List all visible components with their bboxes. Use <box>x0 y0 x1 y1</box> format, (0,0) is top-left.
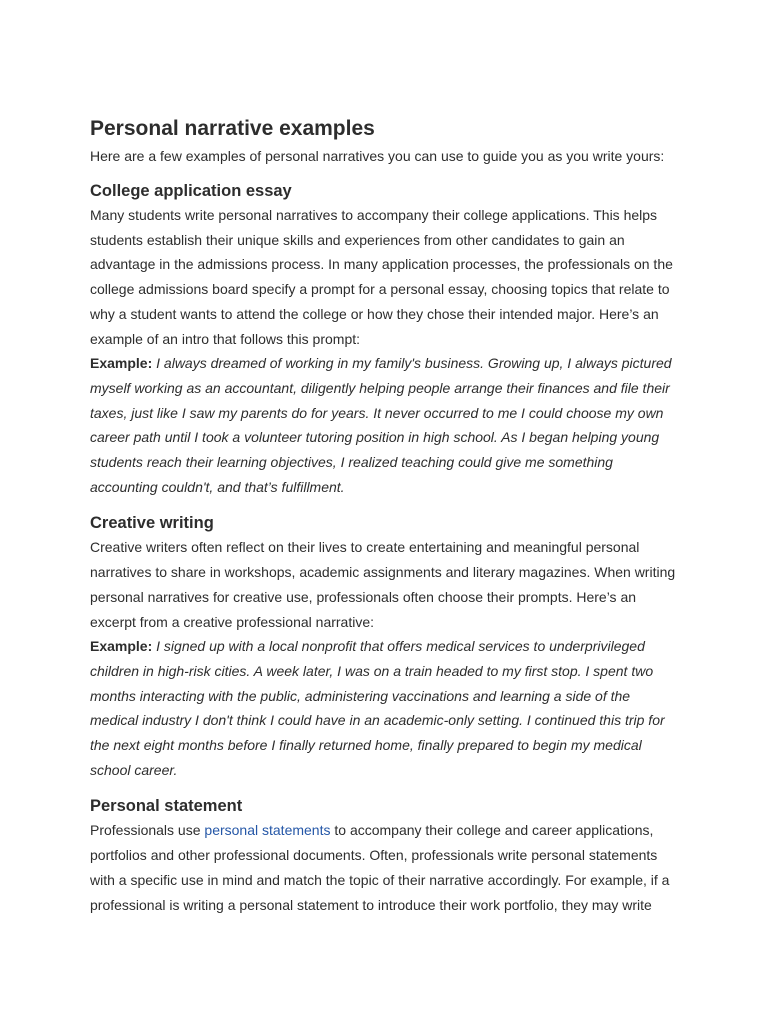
personal-statements-link[interactable]: personal statements <box>204 822 331 839</box>
section-personal-statement <box>90 794 680 917</box>
section-body <box>90 818 680 917</box>
example-text: I signed up with a local nonprofit that offers medical services to underprivileged children in high-risk cities. A week later, I was on a train headed to my first stop. I spent two months interacting with the public, administering vaccinations and learning a side of the medical industry I don't think I could have in an academic-only setting. I continued this trip for the next eight months before I finally returned home, finally prepared to begin my medical school career. <box>90 638 665 778</box>
section-college-application <box>90 179 680 499</box>
body-text-after-link: to accompany their college and career applications, portfolios and other professional documents. Often, professionals write personal statements with a specific use in mind and match the topic of their narrative accordingly. For example, if a professional is writing a personal statement to introduce their work portfolio, they may write <box>90 822 670 913</box>
section-body: Many students write personal narratives to accompany their college applications. This helps students establish their unique skills and experiences from other candidates to gain an advantage in the admissions process. In many application processes, the professionals on the college admissions board specify a prompt for a personal essay, choosing topics that relate to why a student wants to attend the college or how they chose their intended major. Here’s an example of an intro that follows this prompt: <box>90 207 673 347</box>
page-title: Personal narrative examples <box>90 117 375 140</box>
intro-paragraph: Here are a few examples of personal narratives you can use to guide you as you write yours: <box>90 148 665 164</box>
section-body: Creative writers often reflect on their lives to create entertaining and meaningful personal narratives to share in workshops, academic assignments and literary magazines. When writing personal narratives for creative use, professionals often choose their prompts. Here’s an excerpt from a creative professional narrative: <box>90 539 676 630</box>
section-creative-writing <box>90 511 680 782</box>
example-label: Example: <box>90 638 153 655</box>
section-heading: Creative writing <box>90 514 214 533</box>
example-label: Example: <box>90 355 153 372</box>
section-heading: Personal statement <box>90 797 243 816</box>
body-text-before-link: Professionals use <box>90 822 205 839</box>
section-heading: College application essay <box>90 182 292 200</box>
example-text: I always dreamed of working in my family's business. Growing up, I always pictured myself working as an accountant, diligently helping people arrange their finances and file their taxes, just like I saw my parents do for years. It never occurred to me I could choose my own career path until I took a volunteer tutoring position in high school. As I began helping young students reach their learning objectives, I realized teaching could give me something accounting couldn't, and that’s fulfillment. <box>90 355 672 495</box>
example-paragraph <box>90 634 680 782</box>
example-paragraph <box>90 351 680 499</box>
